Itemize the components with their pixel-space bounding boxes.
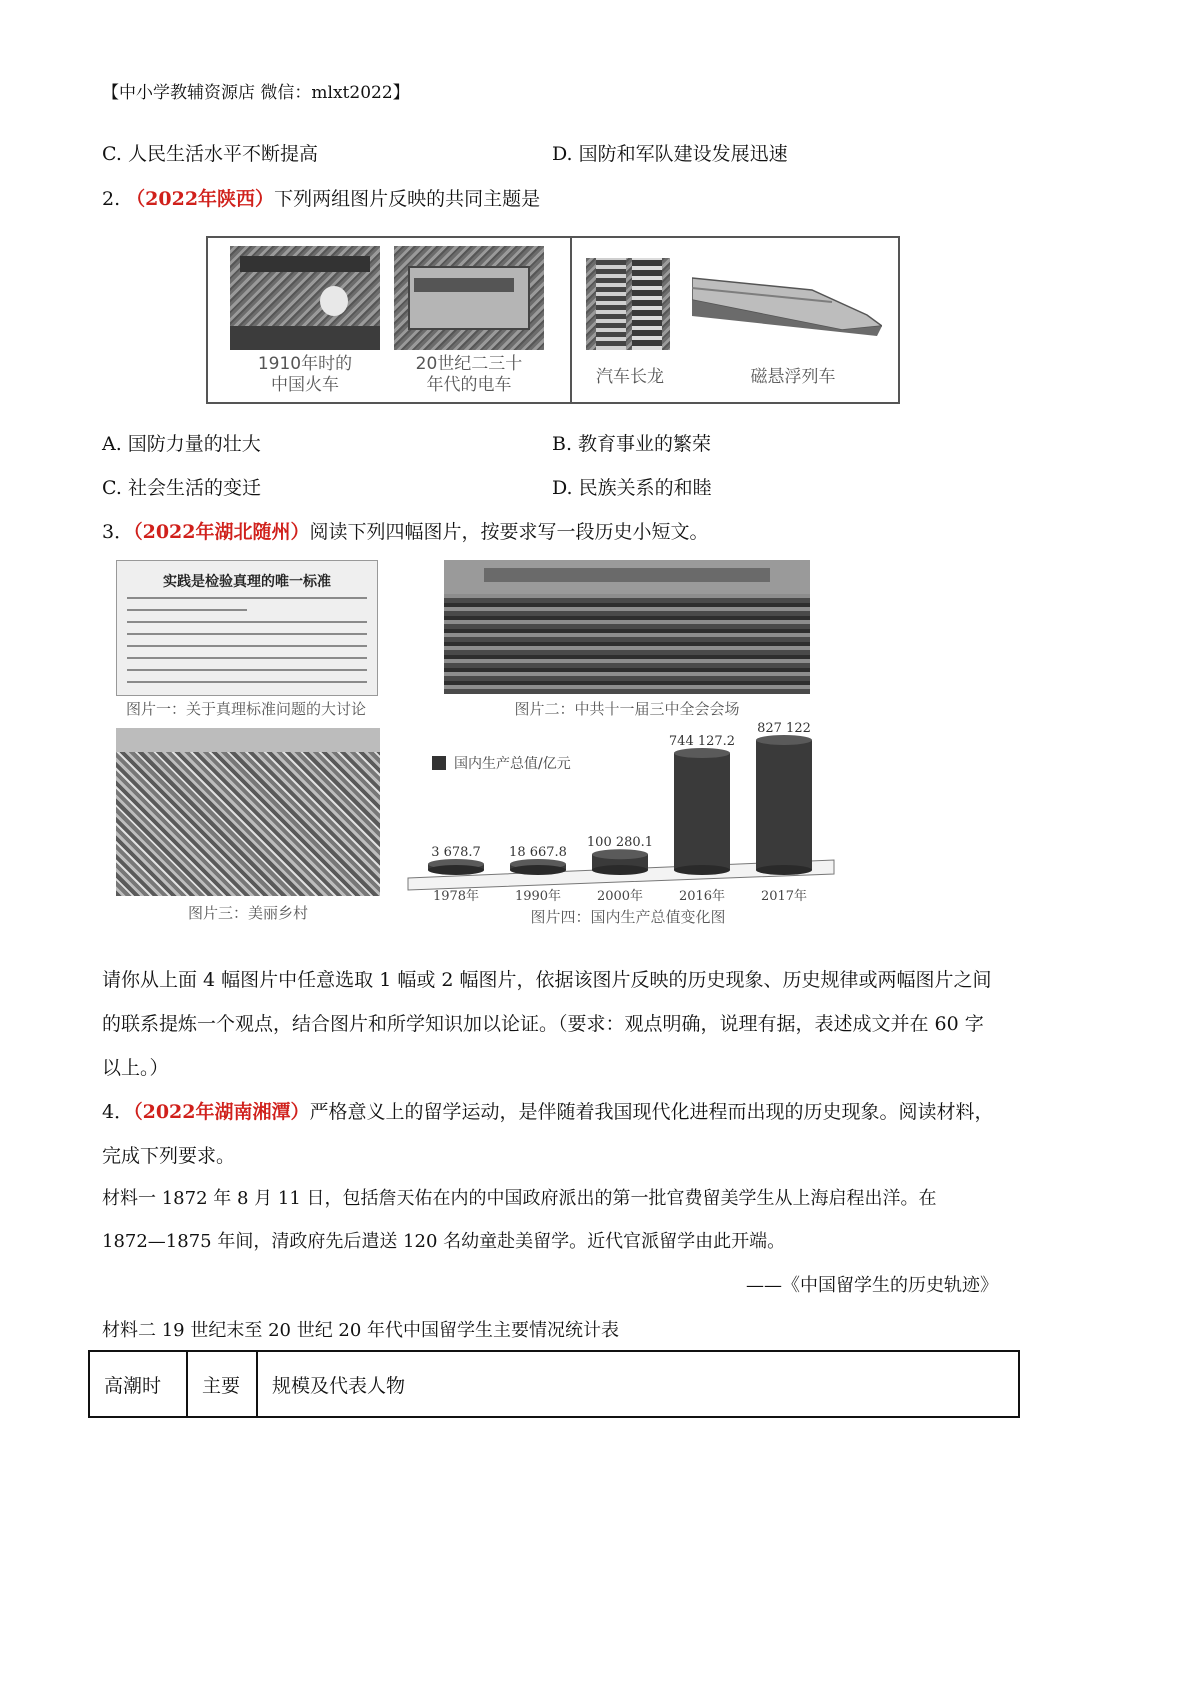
gdp-bar-cap: [674, 748, 730, 758]
gdp-category-label: 2000年: [596, 889, 644, 904]
q2-option-d: D. 民族关系的和睦: [552, 477, 712, 499]
q4-statistics-table: [88, 1350, 1020, 1418]
q3-instruction-line2: 的联系提炼一个观点，结合图片和所学知识加以论证。（要求：观点明确，说理有据，表述成文并在 60 字: [102, 1013, 984, 1035]
legend-label: 国内生产总值/亿元: [454, 756, 571, 772]
pic1-newspaper: [116, 560, 378, 696]
q3-number: 3．: [102, 521, 134, 543]
q2-stem: [102, 186, 540, 212]
gdp-category-label: 2017年: [760, 889, 808, 904]
caption-1910-line2: 中国火车: [271, 375, 339, 395]
gdp-bar-base: [592, 865, 648, 875]
gdp-bar-base: [428, 865, 484, 875]
caption-tram-line2: 年代的电车: [426, 375, 512, 395]
table-header-cell: 高潮时: [89, 1351, 187, 1417]
caption-pic2: 图片二：中共十一届三中全会会场: [514, 700, 740, 718]
q4-stem-line2: 完成下列要求。: [102, 1145, 236, 1167]
gdp-bar-cap: [592, 849, 648, 859]
gdp-bar-cap: [756, 735, 812, 745]
gdp-value-label: 744 127.2: [668, 734, 736, 750]
q3-instruction-line1: 请你从上面 4 幅图片中任意选取 1 幅或 2 幅图片，依据该图片反映的历史现象、历史规律或两幅图片之间: [102, 969, 992, 991]
table-header-row: [89, 1351, 1019, 1417]
page-header: 【中小学教辅资源店 微信：mlxt2022】: [102, 83, 410, 103]
gdp-value-label: 3 678.7: [431, 845, 481, 860]
q4-material2-title: 材料二 19 世纪末至 20 世纪 20 年代中国留学生主要情况统计表: [102, 1320, 620, 1341]
q2-figure: [206, 236, 900, 404]
q2-source: （2022年陕西）: [126, 188, 275, 210]
q3-source: （2022年湖北随州）: [133, 521, 310, 543]
caption-tram-line1: 20世纪二三十: [415, 354, 523, 374]
caption-pic1: 图片一：关于真理标准问题的大讨论: [125, 700, 366, 718]
caption-1910-line1: 1910年时的: [257, 354, 353, 374]
q2-number: 2.: [102, 188, 127, 210]
caption-1910-train: [230, 354, 380, 396]
q4-material1-line1: 材料一 1872 年 8 月 11 日，包括詹天佑在内的中国政府派出的第一批官费留美学生从上海启程出洋。在: [102, 1188, 937, 1209]
photo-car-line: [586, 258, 670, 350]
q4-number: 4．: [102, 1101, 134, 1123]
q3-instruction-line3: 以上。）: [102, 1057, 169, 1079]
gdp-bar-base: [510, 865, 566, 875]
q3-stem: [102, 519, 709, 545]
gdp-value-label: 100 280.1: [586, 835, 654, 851]
gdp-value-label: 827 122: [757, 721, 811, 736]
q4-stem: [102, 1099, 994, 1125]
photo-tram: [394, 246, 544, 350]
gdp-category-label: 1990年: [514, 889, 562, 904]
caption-tram: [394, 354, 544, 396]
pic2-plenum-hall: [444, 560, 810, 694]
gdp-value-label: 18 667.8: [509, 845, 567, 860]
table-header-cell: 主要: [187, 1351, 257, 1417]
q1-option-c: C. 人民生活水平不断提高: [102, 143, 318, 165]
legend-swatch: [432, 756, 446, 770]
gdp-bar-base: [674, 865, 730, 875]
gdp-category-label: 1978年: [432, 889, 480, 904]
q4-material1-line2: 1872—1875 年间，清政府先后遣送 120 名幼童赴美留学。近代官派留学由此开端。: [102, 1231, 786, 1252]
newspaper-headline: 实践是检验真理的唯一标准: [163, 574, 331, 590]
pic3-beautiful-village: [116, 728, 380, 896]
q2-option-a: A. 国防力量的壮大: [102, 433, 261, 455]
q2-stem-text: 下列两组图片反映的共同主题是: [274, 188, 541, 210]
caption-maglev: 磁悬浮列车: [750, 367, 836, 387]
photo-1910-train: [230, 246, 380, 350]
q2-option-b: B. 教育事业的繁荣: [552, 433, 712, 455]
pic4-gdp-chart: [398, 720, 844, 926]
caption-car-line: 汽车长龙: [596, 367, 664, 387]
gdp-chart-svg: [398, 720, 844, 920]
gdp-bar-2016年: [674, 753, 730, 870]
q3-stem-text: 阅读下列四幅图片，按要求写一段历史小短文。: [309, 521, 709, 543]
q4-source: （2022年湖南湘潭）: [133, 1101, 310, 1123]
q2-figure-divider: [570, 238, 572, 402]
photo-maglev: [692, 260, 882, 340]
caption-pic4: 图片四：国内生产总值变化图: [530, 908, 726, 926]
gdp-bar-base: [756, 865, 812, 875]
q4-stem-text: 严格意义上的留学运动，是伴随着我国现代化进程而出现的历史现象。阅读材料，: [309, 1101, 994, 1123]
gdp-bar-2017年: [756, 740, 812, 870]
q1-option-d: D. 国防和军队建设发展迅速: [552, 143, 788, 165]
q2-option-c: C. 社会生活的变迁: [102, 477, 261, 499]
table-header-cell: 规模及代表人物: [257, 1351, 1019, 1417]
caption-pic3: 图片三：美丽乡村: [187, 904, 308, 922]
q4-material1-source: ——《中国留学生的历史轨迹》: [746, 1275, 998, 1296]
gdp-category-label: 2016年: [678, 889, 726, 904]
